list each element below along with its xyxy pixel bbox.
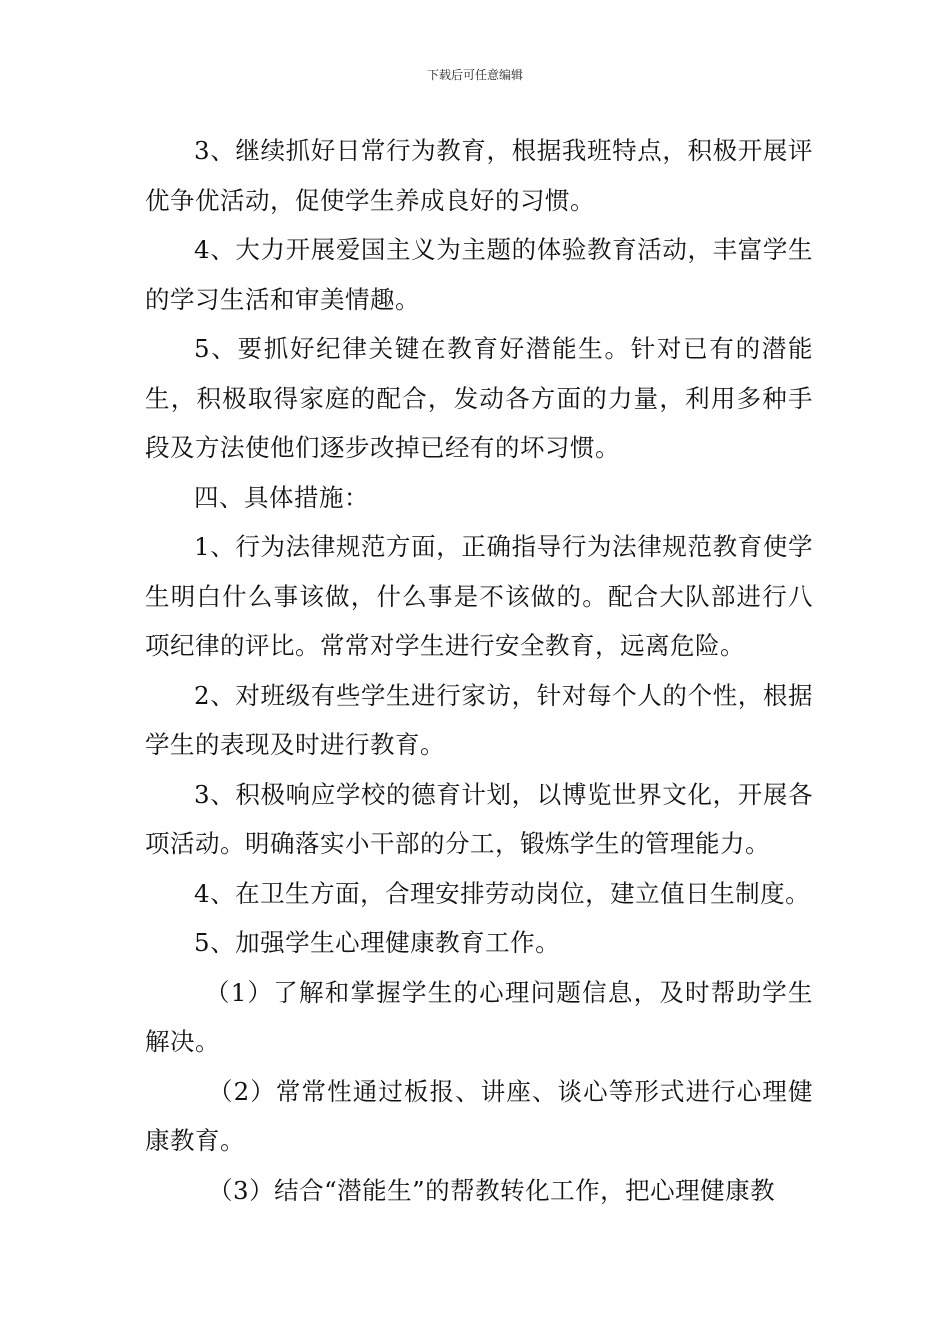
paragraph-goal-4: 4、大力开展爱国主义为主题的体验教育活动，丰富学生的学习生活和审美情趣。 (145, 235, 813, 314)
paragraph-measure-4: 4、在卫生方面，合理安排劳动岗位，建立值日生制度。 (194, 878, 811, 908)
paragraph-goal-3: 3、继续抓好日常行为教育，根据我班特点，积极开展评优争优活动，促使学生养成良好的习惯。 (145, 136, 813, 215)
page-header-note: 下载后可任意编辑 (426, 68, 523, 82)
document-body (145, 126, 813, 1215)
paragraph-measure-2: 2、对班级有些学生进行家访，针对每个人的个性，根据学生的表现及时进行教育。 (145, 680, 813, 759)
paragraph-measure-3: 3、积极响应学校的德育计划，以博览世界文化，开展各项活动。明确落实小干部的分工，锻炼学生的管理能力。 (145, 779, 813, 858)
paragraph-subitem-2: （2）常常性通过板报、讲座、谈心等形式进行心理健康教育。 (145, 1076, 813, 1155)
paragraph-subitem-3: （3）结合“潜能生”的帮教转化工作，把心理健康教 (208, 1175, 776, 1205)
section-heading-measures: 四、具体措施： (194, 482, 369, 512)
paragraph-measure-1: 1、行为法律规范方面，正确指导行为法律规范教育使学生明白什么事该做，什么事是不该做的。配合大队部进行八项纪律的评比。常常对学生进行安全教育，远离危险。 (145, 532, 813, 660)
paragraph-subitem-1: （1）了解和掌握学生的心理问题信息，及时帮助学生解决。 (145, 977, 813, 1056)
paragraph-measure-5: 5、加强学生心理健康教育工作。 (194, 928, 561, 957)
paragraph-goal-5: 5、要抓好纪律关键在教育好潜能生。针对已有的潜能生，积极取得家庭的配合，发动各方面的力量，利用多种手段及方法使他们逐步改掉已经有的坏习惯。 (145, 334, 813, 462)
